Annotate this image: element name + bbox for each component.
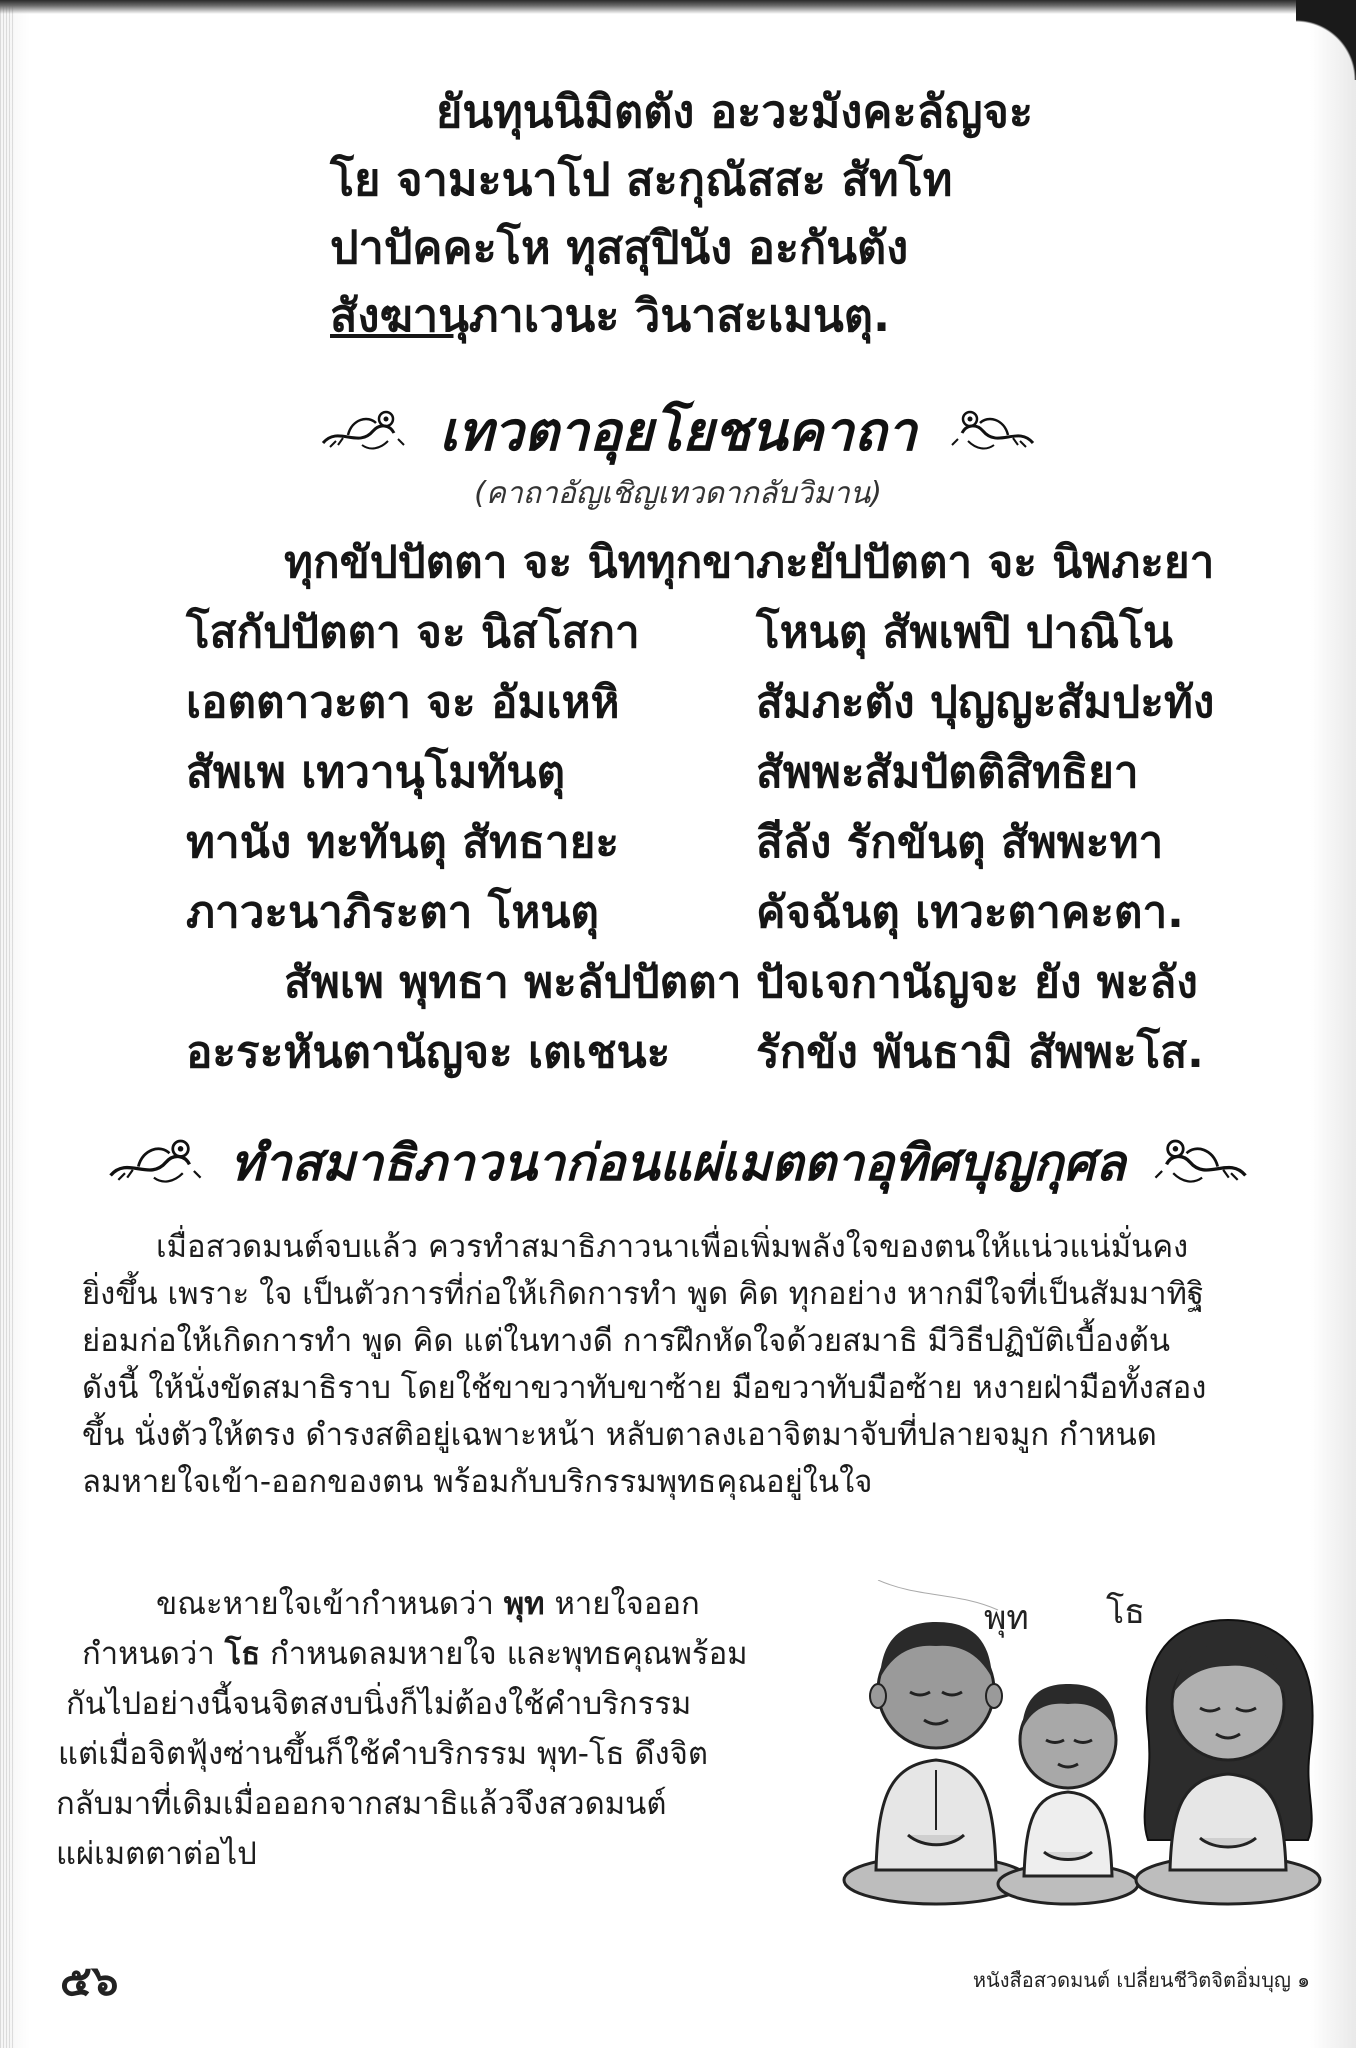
verse-line-rest: ภาเวนะ วินาสะเมนตุ.	[468, 289, 891, 342]
section-heading-devata	[0, 388, 1356, 474]
bold-word-phut: พุท	[503, 1586, 545, 1622]
chant-line: อะระหันตานัญจะ เตเชนะ	[186, 1027, 671, 1078]
section-title: ทำสมาธิภาวนาก่อนแผ่เมตตาอุทิศบุญกุศล	[230, 1133, 1126, 1192]
page-edge-top	[0, 0, 1356, 14]
paragraph-line: กันไปอย่างนี้จนจิตสงบนิ่งก็ไม่ต้องใช้คำบริกรรม	[66, 1686, 692, 1722]
chant-line: ปัจเจกานัญจะ ยัง พะลัง	[756, 957, 1198, 1008]
chant-line: โหนตุ สัพเพปิ ปาณิโน	[756, 607, 1173, 658]
text-segment: กำหนดว่า	[82, 1636, 225, 1672]
meditation-illustration	[838, 1580, 1328, 1910]
ornament-left-icon	[318, 404, 408, 468]
ornament-right-icon	[1151, 1131, 1251, 1203]
ornament-left-icon	[105, 1131, 205, 1203]
paragraph-line: ขึ้น นั่งตัวให้ตรง ดำรงสติอยู่เฉพาะหน้า หลับตาลงเอาจิตมาจับที่ปลายจมูก กำหนด	[82, 1417, 1157, 1453]
text-segment: ขณะหายใจเข้ากำหนดว่า	[156, 1586, 504, 1622]
verse-line: ยันทุนนิมิตตัง อะวะมังคะลัญจะ	[436, 85, 1034, 138]
chant-line: โสกัปปัตตา จะ นิสโสกา	[186, 607, 640, 658]
verse-line: โย จามะนาโป สะกุณัสสะ สัทโท	[330, 153, 953, 206]
paragraph-line: แผ่เมตตาต่อไป	[56, 1836, 257, 1872]
chant-line: คัจฉันตุ เทวะตาคะตา.	[756, 887, 1184, 938]
chant-line: สัพเพ เทวานุโมทันตุ	[186, 747, 566, 798]
page-edge-left	[0, 0, 14, 2048]
chant-line: รักขัง พันธามิ สัพพะโส.	[756, 1027, 1204, 1078]
paragraph-line: กลับมาที่เดิมเมื่อออกจากสมาธิแล้วจึงสวดมนต์	[56, 1786, 667, 1822]
bold-word-tho: โธ	[224, 1636, 261, 1672]
ornament-right-icon	[948, 404, 1038, 468]
page-corner	[1296, 0, 1356, 80]
paragraph-line	[156, 1582, 700, 1626]
page-number: ๕๖	[60, 1956, 119, 2005]
paragraph-line: แต่เมื่อจิตฟุ้งซ่านขึ้นก็ใช้คำบริกรรม พุท-โธ ดึงจิต	[58, 1736, 708, 1772]
footer-book-title: หนังสือสวดมนต์ เปลี่ยนชีวิตจิตอิ่มบุญ ๑	[972, 1968, 1310, 1992]
paragraph-line: ลมหายใจเข้า-ออกของตน พร้อมกับบริกรรมพุทธคุณอยู่ในใจ	[82, 1464, 873, 1500]
chant-line: สัมภะตัง ปุญญะสัมปะทัง	[756, 677, 1215, 728]
verse-line	[330, 288, 890, 344]
section-title: เทวตาอุยโยชนคาถา	[439, 399, 917, 463]
chant-line: ทุกขัปปัตตา จะ นิททุกขา	[284, 537, 757, 588]
paragraph-line: เมื่อสวดมนต์จบแล้ว ควรทำสมาธิภาวนาเพื่อเพิ่มพลังใจของตนให้แน่วแน่มั่นคง	[156, 1229, 1189, 1265]
chant-line: สัพเพ พุทธา พะลัปปัตตา	[284, 957, 742, 1008]
text-segment: กำหนดลมหายใจ และพุทธคุณพร้อม	[260, 1636, 748, 1672]
section-heading-meditation	[0, 1124, 1356, 1203]
paragraph-line: ยิ่งขึ้น เพราะ ใจ เป็นตัวการที่ก่อให้เกิดการทำ พูด คิด ทุกอย่าง หากมีใจที่เป็นสัมมาทิฐิ	[82, 1276, 1205, 1312]
chant-line: ทานัง ทะทันตุ สัทธายะ	[186, 817, 620, 868]
section-subtitle: (คาถาอัญเชิญเทวดากลับวิมาน)	[474, 476, 882, 511]
paragraph-line: ย่อมก่อให้เกิดการทำ พูด คิด แต่ในทางดี การฝึกหัดใจด้วยสมาธิ มีวิธีปฏิบัติเบื้องต้น	[82, 1323, 1171, 1359]
chant-line: สีลัง รักขันตุ สัพพะทา	[756, 817, 1164, 868]
chant-line: เอตตาวะตา จะ อัมเหหิ	[186, 677, 620, 728]
text-segment: หายใจออก	[544, 1586, 700, 1622]
chant-line: สัพพะสัมปัตติสิทธิยา	[756, 747, 1139, 798]
paragraph-line: ดังนี้ ให้นั่งขัดสมาธิราบ โดยใช้ขาขวาทับขาซ้าย มือขวาทับมือซ้าย หงายฝ่ามือทั้งสอง	[82, 1370, 1207, 1406]
chant-line: ภาวะนาภิระตา โหนตุ	[186, 887, 599, 938]
verse-line: ปาปัคคะโห ทุสสุปินัง อะกันตัง	[330, 221, 909, 274]
chant-line: ภะยัปปัตตา จะ นิพภะยา	[756, 537, 1215, 588]
paragraph-line	[82, 1632, 748, 1676]
underlined-word: สังฆานุ	[330, 289, 469, 342]
meditating-family-icon	[838, 1580, 1328, 1910]
illustration-label-tho: โธ	[1106, 1592, 1146, 1632]
illustration-label-phut: พุท	[984, 1598, 1029, 1638]
